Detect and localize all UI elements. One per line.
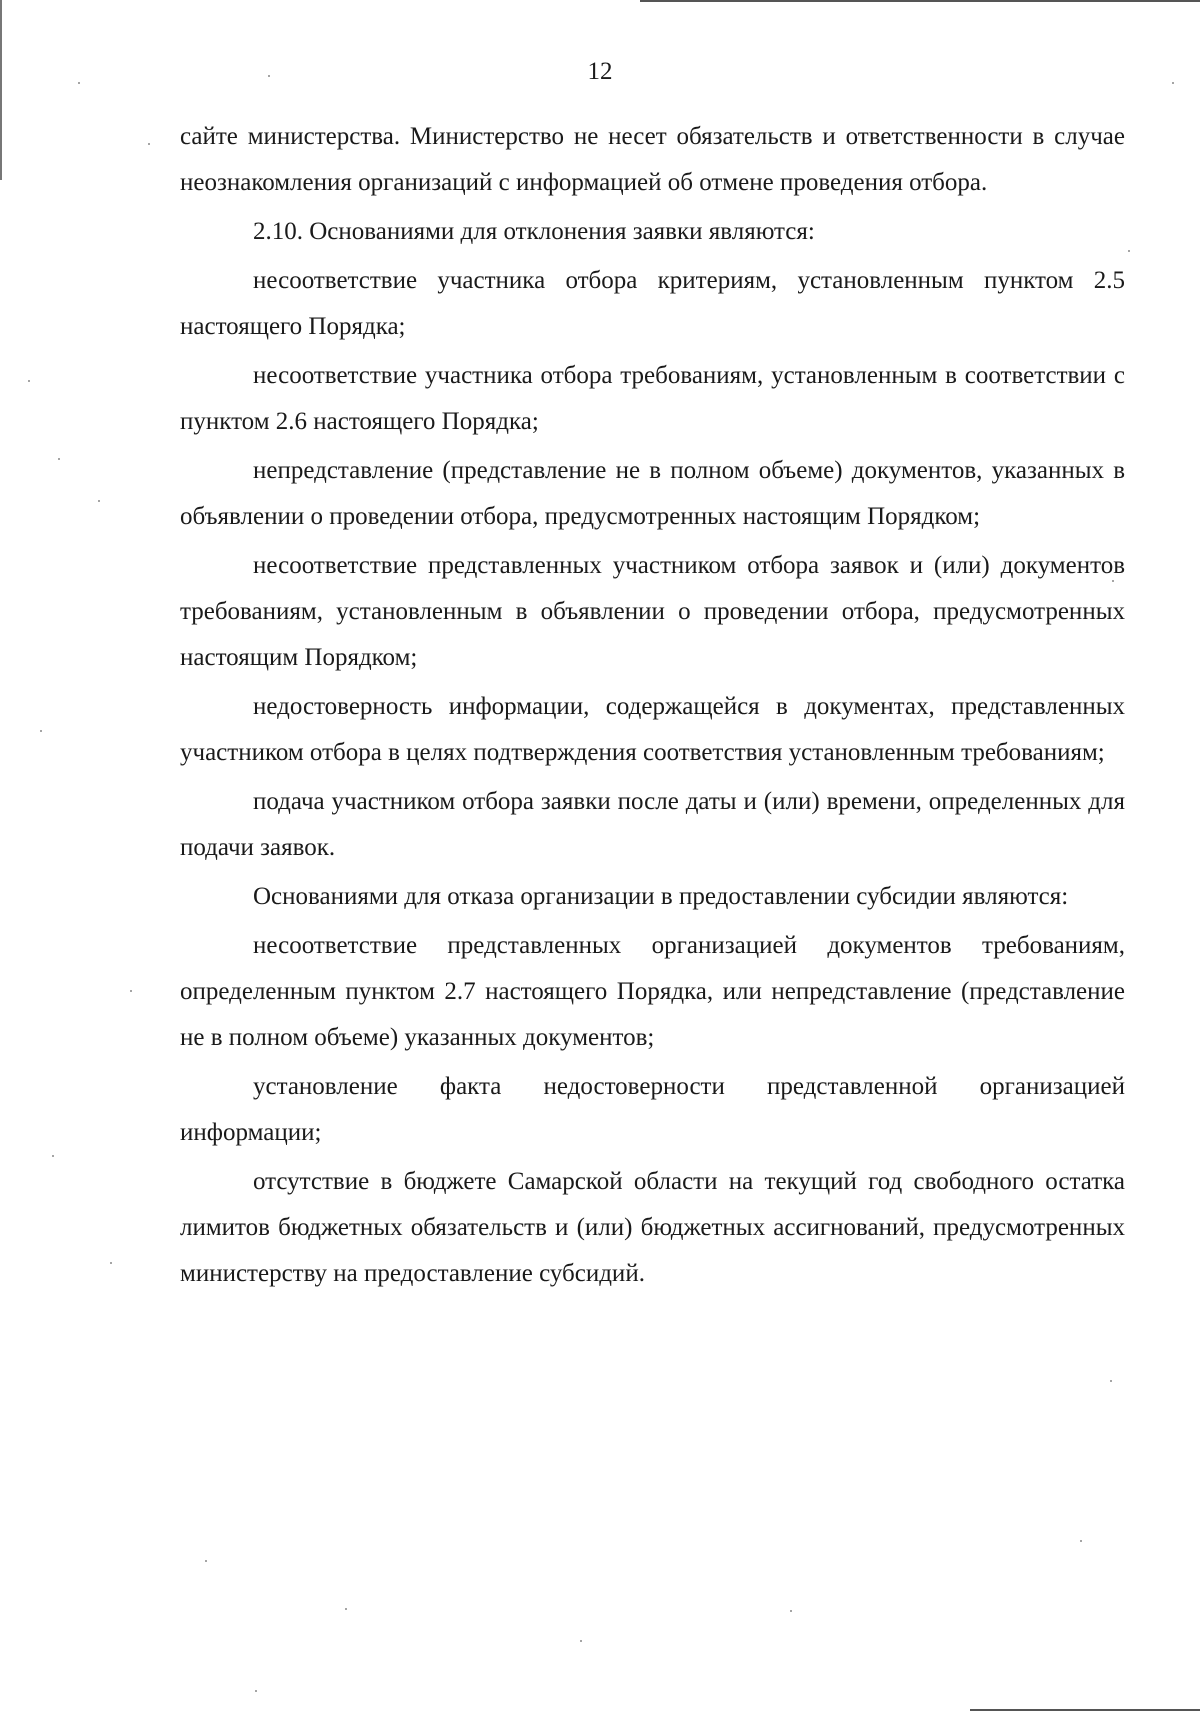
scan-speck [40,730,42,732]
paragraph: Основаниями для отказа организации в предоставлении субсидии являются: [253,883,1069,910]
paragraph: недостоверность информации, содержащейся в документах, представленных участником отбора в целях подтверждения соответствия установленным требованиям; [180,693,1125,766]
paragraph: несоответствие представленных участником отбора заявок и (или) документов требованиям, установленным в объявлении о проведении отбора, предусмотренных настоящим Порядком; [180,552,1125,671]
paragraph: непредставление (представление не в полном объеме) документов, указанных в объявлении о проведении отбора, предусмотренных настоящим Порядком; [180,457,1125,530]
paragraph: сайте министерства. Министерство не несет обязательств и ответственности в случае неознакомления организаций с информацией об отмене проведения отбора. [180,123,1125,196]
scan-speck [790,1610,792,1612]
scan-edge-line-top [640,0,1200,2]
scan-speck [28,380,30,382]
scan-edge-line-left [0,0,2,180]
scan-speck [98,500,100,502]
page-number: 12 [587,58,613,85]
paragraph: несоответствие участника отбора требованиям, установленным в соответствии с пунктом 2.6 настоящего Порядка; [180,362,1125,435]
paragraph: несоответствие участника отбора критериям, установленным пунктом 2.5 настоящего Порядка; [180,267,1125,340]
scan-speck [268,75,270,77]
scan-speck [1128,250,1130,252]
scan-speck [1080,1540,1082,1542]
paragraph: несоответствие представленных организацией документов требованиям, определенным пунктом 2.7 настоящего Порядка, или непредставление (представление не в полном объеме) указанных документов; [180,932,1125,1051]
scan-speck [110,1262,112,1264]
scan-speck [52,1155,54,1157]
scan-speck [345,1608,347,1610]
scan-speck [78,82,80,84]
paragraph: установление факта недостоверности представленной организацией информации; [180,1073,1125,1146]
document-body [180,114,1125,1300]
scan-speck [1172,82,1174,84]
scan-speck [205,1560,207,1562]
scan-speck [148,143,150,145]
scan-speck [255,1690,257,1692]
paragraph: 2.10. Основаниями для отклонения заявки являются: [253,218,815,245]
scan-speck [58,458,60,460]
paragraph: подача участником отбора заявки после даты и (или) времени, определенных для подачи заявок. [180,788,1125,861]
scan-speck [1110,1380,1112,1382]
scan-speck [130,990,132,992]
paragraph: отсутствие в бюджете Самарской области на текущий год свободного остатка лимитов бюджетных обязательств и (или) бюджетных ассигнований, предусмотренных министерству на предоставление субсидий. [180,1168,1125,1287]
scan-speck [1112,580,1114,582]
scan-speck [580,1640,582,1642]
